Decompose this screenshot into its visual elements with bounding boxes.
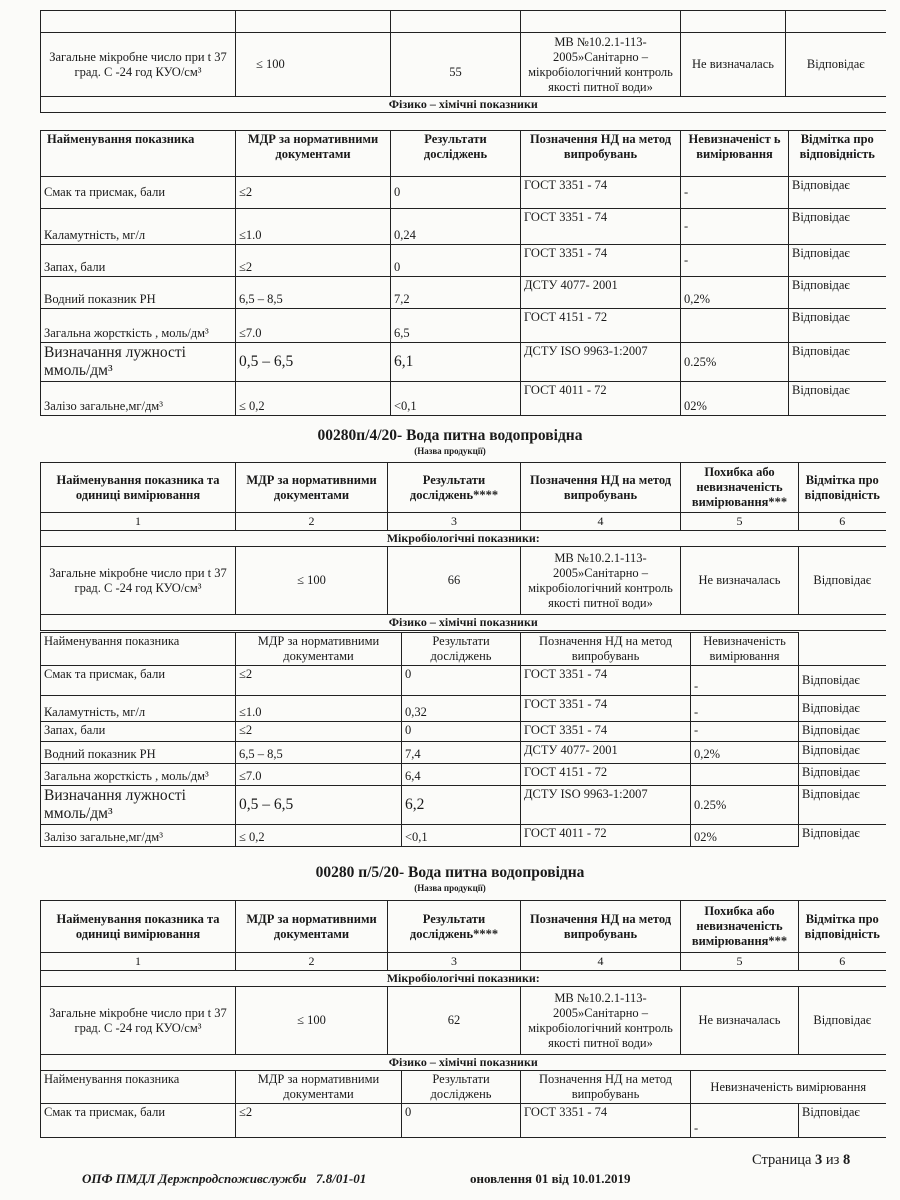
- compliance-mark: Відповідає: [799, 764, 886, 786]
- result-value: 6,5: [391, 309, 521, 343]
- compliance-mark: Відповідає: [799, 825, 886, 847]
- column-number: 4: [521, 953, 681, 971]
- page-number: [752, 1152, 850, 1169]
- footer-org-code: ОПФ ПМДЛ Держпродспоживслужби 7.8/01-01: [82, 1171, 367, 1186]
- compliance-mark: Відповідає: [789, 245, 886, 277]
- block3-micro-table: [40, 900, 886, 1071]
- method-value: ГОСТ 3351 - 74: [521, 1104, 691, 1138]
- physchem-section-label: Фізико – хімічні показники: [41, 615, 886, 631]
- indicator-name: Запах, бали: [41, 245, 236, 277]
- indicator-name: Залізо загальне,мг/дм³: [41, 825, 236, 847]
- uncertainty-value: -: [691, 696, 799, 722]
- method-value: ГОСТ 3351 - 74: [521, 245, 681, 277]
- page-current: 3: [815, 1152, 823, 1168]
- table-row: [41, 786, 886, 825]
- mdr-value: ≤2: [236, 666, 402, 696]
- uncertainty-value: -: [691, 1104, 799, 1138]
- mdr-value: 6,5 – 8,5: [236, 277, 391, 309]
- column-number: 3: [388, 513, 521, 531]
- micro-row: [41, 987, 886, 1055]
- method-value: ДСТУ 4077- 2001: [521, 742, 691, 764]
- compliance-mark: Відповідає: [799, 696, 886, 722]
- indicator-name: Загальне мікробне число при t 37 град. С -24 год КУО/см³: [41, 33, 236, 97]
- column-number: 6: [799, 513, 886, 531]
- compliance-mark: Відповідає: [799, 742, 886, 764]
- micro-section-label: Мікробіологічні показники:: [41, 971, 886, 987]
- result-value: 62: [388, 987, 521, 1055]
- mdr-value: 6,5 – 8,5: [236, 742, 402, 764]
- header-uncertainty: Невизначеніст ь вимірювання: [681, 131, 789, 177]
- column-number-row: [41, 513, 886, 531]
- table-row: [41, 343, 886, 382]
- page-of: из: [825, 1152, 840, 1168]
- header-uncertainty: Похибка або невизначеність вимірювання***: [681, 463, 799, 513]
- table-header-row: [41, 463, 886, 513]
- method-value: ГОСТ 3351 - 74: [521, 696, 691, 722]
- header-result: Результати досліджень: [391, 131, 521, 177]
- result-value: <0,1: [391, 382, 521, 416]
- header-uncertainty: Невизначеність вимірювання: [691, 633, 799, 666]
- block1-micro-row: [41, 33, 886, 97]
- header-name: Найменування показника та одиниці вимірювання: [41, 901, 236, 953]
- table-header-row: [41, 901, 886, 953]
- uncertainty-value: [691, 764, 799, 786]
- uncertainty-value: [681, 309, 789, 343]
- mdr-value: ≤ 100: [236, 33, 391, 97]
- method-value: ГОСТ 3351 - 74: [521, 666, 691, 696]
- compliance-mark: Відповідає: [799, 722, 886, 742]
- mdr-value: 0,5 – 6,5: [236, 343, 391, 382]
- result-value: 55: [391, 33, 521, 97]
- header-mdr: МДР за нормативними документами: [236, 1071, 402, 1104]
- result-value: <0,1: [402, 825, 521, 847]
- mdr-value: ≤7.0: [236, 764, 402, 786]
- table-row: [41, 309, 886, 343]
- header-mdr: МДР за нормативними документами: [236, 131, 391, 177]
- indicator-name: Загальне мікробне число при t 37 град. С -24 год КУО/см³: [41, 987, 236, 1055]
- table-row: [41, 277, 886, 309]
- uncertainty-value: -: [681, 177, 789, 209]
- table-row: [41, 722, 886, 742]
- page-label: Страница: [752, 1152, 812, 1168]
- indicator-name: Визначання лужності ммоль/дм³: [41, 343, 236, 382]
- column-number: 5: [681, 953, 799, 971]
- method-value: МВ №10.2.1-113-2005»Санітарно – мікробіологічний контроль якості питної води»: [521, 987, 681, 1055]
- micro-section-label: Мікробіологічні показники:: [41, 531, 886, 547]
- mdr-value: ≤2: [236, 1104, 402, 1138]
- column-number: 1: [41, 953, 236, 971]
- method-value: ДСТУ ISO 9963-1:2007: [521, 786, 691, 825]
- method-value: ГОСТ 3351 - 74: [521, 722, 691, 742]
- table-row: [41, 666, 886, 696]
- result-value: 66: [388, 547, 521, 615]
- column-number: 2: [236, 953, 388, 971]
- result-value: 0: [402, 666, 521, 696]
- micro-row: [41, 547, 886, 615]
- uncertainty-value: -: [691, 722, 799, 742]
- header-result: Результати досліджень: [402, 1071, 521, 1104]
- indicator-name: Смак та присмак, бали: [41, 1104, 236, 1138]
- table-row: [41, 825, 886, 847]
- method-value: ДСТУ 4077- 2001: [521, 277, 681, 309]
- result-value: 0: [391, 245, 521, 277]
- method-value: МВ №10.2.1-113-2005»Санітарно – мікробіологічний контроль якості питної води»: [521, 33, 681, 97]
- column-number: 5: [681, 513, 799, 531]
- uncertainty-value: 0.25%: [691, 786, 799, 825]
- table-row: [41, 696, 886, 722]
- indicator-name: Загальне мікробне число при t 37 град. С -24 год КУО/см³: [41, 547, 236, 615]
- uncertainty-value: -: [681, 209, 789, 245]
- uncertainty-value: -: [691, 666, 799, 696]
- method-value: ГОСТ 3351 - 74: [521, 209, 681, 245]
- result-value: 0: [391, 177, 521, 209]
- header-uncertainty: Невизначеність вимірювання: [691, 1071, 886, 1104]
- footer-revision: оновлення 01 від 10.01.2019: [470, 1171, 631, 1186]
- method-value: ГОСТ 4011 - 72: [521, 825, 691, 847]
- header-name: Найменування показника та одиниці вимірювання: [41, 463, 236, 513]
- method-value: ГОСТ 4151 - 72: [521, 309, 681, 343]
- uncertainty-value: 0.25%: [681, 343, 789, 382]
- product-title: 00280 п/5/20- Вода питна водопровідна: [315, 864, 585, 881]
- physchem-section-label: Фізико – хімічні показники: [41, 1055, 886, 1071]
- mdr-value: ≤ 100: [236, 987, 388, 1055]
- indicator-name: Запах, бали: [41, 722, 236, 742]
- result-value: 0,24: [391, 209, 521, 245]
- method-value: ДСТУ ISO 9963-1:2007: [521, 343, 681, 382]
- block1-micro-table: [40, 10, 886, 113]
- indicator-name: Смак та присмак, бали: [41, 666, 236, 696]
- table-row: [41, 764, 886, 786]
- compliance-mark: Відповідає: [786, 33, 886, 97]
- result-value: 6,4: [402, 764, 521, 786]
- header-compliance: Відмітка про відповідність: [799, 463, 886, 513]
- header-compliance: Відмітка про відповідність: [799, 901, 886, 953]
- header-uncertainty: Похибка або невизначеність вимірювання***: [681, 901, 799, 953]
- mdr-value: ≤1.0: [236, 696, 402, 722]
- method-value: МВ №10.2.1-113-2005»Санітарно – мікробіологічний контроль якості питної води»: [521, 547, 681, 615]
- mdr-value: ≤2: [236, 245, 391, 277]
- mdr-value: ≤ 0,2: [236, 382, 391, 416]
- header-mdr: МДР за нормативними документами: [236, 901, 388, 953]
- uncertainty-value: Не визначалась: [681, 33, 786, 97]
- uncertainty-value: Не визначалась: [681, 987, 799, 1055]
- header-empty: [799, 633, 886, 666]
- mdr-value: ≤2: [236, 722, 402, 742]
- column-number: 3: [388, 953, 521, 971]
- header-method: Позначення НД на метод випробувань: [521, 633, 691, 666]
- column-number: 6: [799, 953, 886, 971]
- compliance-mark: Відповідає: [789, 177, 886, 209]
- mdr-value: ≤7.0: [236, 309, 391, 343]
- indicator-name: Каламутність, мг/л: [41, 696, 236, 722]
- product-title: 00280п/4/20- Вода питна водопровідна: [317, 427, 583, 444]
- compliance-mark: Відповідає: [799, 987, 886, 1055]
- table-row: [41, 245, 886, 277]
- column-number: 1: [41, 513, 236, 531]
- uncertainty-value: 0,2%: [681, 277, 789, 309]
- page-total: 8: [843, 1152, 851, 1168]
- uncertainty-value: 0,2%: [691, 742, 799, 764]
- header-result: Результати досліджень: [402, 633, 521, 666]
- result-value: 7,4: [402, 742, 521, 764]
- product-subtitle: (Назва продукції): [414, 446, 486, 456]
- method-value: ГОСТ 4011 - 72: [521, 382, 681, 416]
- compliance-mark: Відповідає: [789, 382, 886, 416]
- header-method: Позначення НД на метод випробувань: [521, 131, 681, 177]
- column-number: 2: [236, 513, 388, 531]
- header-method: Позначення НД на метод випробувань: [521, 1071, 691, 1104]
- compliance-mark: Відповідає: [799, 1104, 886, 1138]
- indicator-name: Загальна жорсткість , моль/дм³: [41, 764, 236, 786]
- method-value: ГОСТ 4151 - 72: [521, 764, 691, 786]
- header-mdr: МДР за нормативними документами: [236, 463, 388, 513]
- table-row: [41, 742, 886, 764]
- uncertainty-value: Не визначалась: [681, 547, 799, 615]
- mdr-value: ≤2: [236, 177, 391, 209]
- header-name: Найменування показника: [41, 633, 236, 666]
- table-header-row: [41, 131, 886, 177]
- result-value: 6,1: [391, 343, 521, 382]
- table-header-row: [41, 633, 886, 666]
- table-row: [41, 382, 886, 416]
- table-row: [41, 1104, 886, 1138]
- indicator-name: Каламутність, мг/л: [41, 209, 236, 245]
- compliance-mark: Відповідає: [789, 343, 886, 382]
- column-number-row: [41, 953, 886, 971]
- uncertainty-value: 02%: [681, 382, 789, 416]
- result-value: 0: [402, 722, 521, 742]
- header-method: Позначення НД на метод випробувань: [521, 901, 681, 953]
- mdr-value: 0,5 – 6,5: [236, 786, 402, 825]
- mdr-value: ≤1.0: [236, 209, 391, 245]
- table-header-row: [41, 1071, 886, 1104]
- uncertainty-value: -: [681, 245, 789, 277]
- method-value: ГОСТ 3351 - 74: [521, 177, 681, 209]
- physchem-section-label: Фізико – хімічні показники: [41, 97, 886, 113]
- header-result: Результати досліджень****: [388, 463, 521, 513]
- indicator-name: Смак та присмак, бали: [41, 177, 236, 209]
- block1-physchem-table: [40, 130, 886, 416]
- compliance-mark: Відповідає: [789, 309, 886, 343]
- header-name: Найменування показника: [41, 1071, 236, 1104]
- table-row: [41, 209, 886, 245]
- indicator-name: Загальна жорсткість , моль/дм³: [41, 309, 236, 343]
- header-compliance: Відмітка про відповідність: [789, 131, 886, 177]
- header-method: Позначення НД на метод випробувань: [521, 463, 681, 513]
- table-row: [41, 177, 886, 209]
- header-result: Результати досліджень****: [388, 901, 521, 953]
- compliance-mark: Відповідає: [799, 786, 886, 825]
- product-subtitle: (Назва продукції): [414, 883, 486, 893]
- compliance-mark: Відповідає: [799, 666, 886, 696]
- result-value: 7,2: [391, 277, 521, 309]
- block2-micro-table: [40, 462, 886, 631]
- indicator-name: Водний показник РН: [41, 277, 236, 309]
- indicator-name: Визначання лужності ммоль/дм³: [41, 786, 236, 825]
- result-value: 0,32: [402, 696, 521, 722]
- mdr-value: ≤ 100: [236, 547, 388, 615]
- block3-physchem-table: [40, 1070, 886, 1138]
- mdr-value: ≤ 0,2: [236, 825, 402, 847]
- header-name: Найменування показника: [41, 131, 236, 177]
- indicator-name: Водний показник РН: [41, 742, 236, 764]
- indicator-name: Залізо загальне,мг/дм³: [41, 382, 236, 416]
- result-value: 6,2: [402, 786, 521, 825]
- column-number: 4: [521, 513, 681, 531]
- uncertainty-value: 02%: [691, 825, 799, 847]
- block2-physchem-table: [40, 632, 886, 847]
- compliance-mark: Відповідає: [789, 277, 886, 309]
- compliance-mark: Відповідає: [799, 547, 886, 615]
- result-value: 0: [402, 1104, 521, 1138]
- compliance-mark: Відповідає: [789, 209, 886, 245]
- header-mdr: МДР за нормативними документами: [236, 633, 402, 666]
